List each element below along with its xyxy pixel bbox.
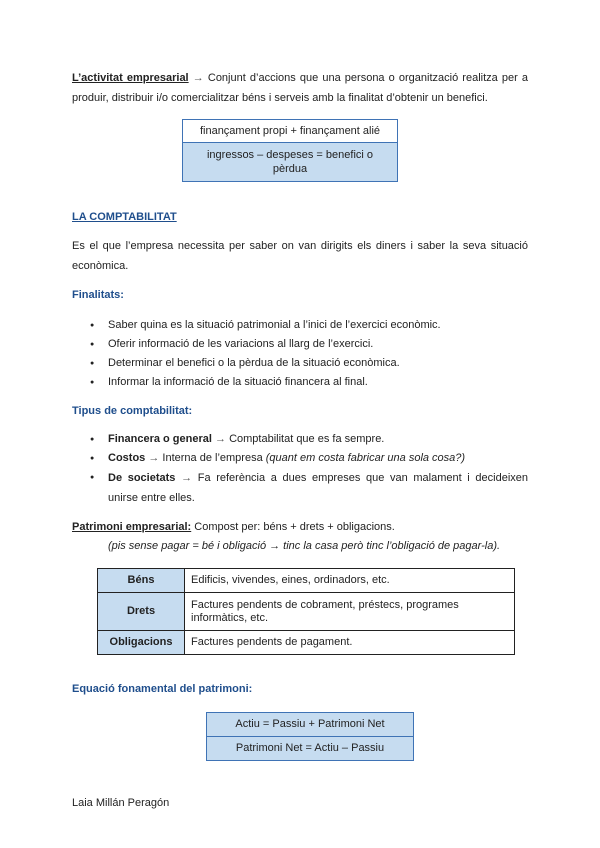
tipus-arrow: → bbox=[215, 433, 226, 445]
list-item: ● Informar la informació de la situació financera al final. bbox=[72, 373, 528, 392]
table-row bbox=[98, 569, 515, 593]
table-key: Obligacions bbox=[98, 631, 185, 655]
list-item: ● Determinar el benefici o la pèrdua de la situació econòmica. bbox=[72, 354, 528, 373]
finalitats-heading: Finalitats: bbox=[72, 289, 124, 301]
table-value: Edificis, vivendes, eines, ordinadors, etc. bbox=[185, 569, 515, 593]
activitat-term: L’activitat empresarial bbox=[72, 72, 189, 84]
comptabilitat-intro: Es el que l’empresa necessita per saber on van dirigits els diners i saber la seva situació econòmica. bbox=[72, 240, 528, 272]
table-key: Drets bbox=[98, 593, 185, 631]
equacio-row-patrimoni-net: Patrimoni Net = Actiu – Passiu bbox=[207, 736, 413, 760]
tipus-arrow: → bbox=[148, 452, 160, 464]
tipus-text: Comptabilitat que es fa sempre. bbox=[229, 433, 385, 445]
tipus-note: (quant em costa fabricar una sola cosa?) bbox=[265, 452, 466, 464]
list-item bbox=[72, 449, 528, 468]
tipus-name: Costos bbox=[108, 452, 146, 464]
table-key: Béns bbox=[98, 569, 185, 593]
tipus-name: De societats bbox=[108, 472, 176, 484]
activitat-definition bbox=[72, 68, 528, 108]
list-item bbox=[72, 468, 528, 508]
patrimoni-table bbox=[97, 568, 515, 655]
patrimoni-term: Patrimoni empresarial: bbox=[72, 521, 192, 533]
equacio-row-actiu: Actiu = Passiu + Patrimoni Net bbox=[207, 713, 413, 736]
patrimoni-definition bbox=[72, 518, 528, 536]
tipus-list bbox=[72, 430, 528, 508]
list-item: ● Saber quina es la situació patrimonial a l’inici de l’exercici econòmic. bbox=[72, 316, 528, 335]
activitat-arrow: → bbox=[192, 72, 204, 84]
tipus-heading: Tipus de comptabilitat: bbox=[72, 405, 193, 417]
equacio-box bbox=[206, 712, 414, 761]
activitat-text: Conjunt d’accions que una persona o organització realitza per a produir, distribuir i/o comercialitzar béns i serveis amb la finalitat d’obtenir un benefici. bbox=[72, 72, 529, 104]
patrimoni-note-text: (pis sense pagar = bé i obligació → tinc la casa però tinc l’obligació de pagar-la). bbox=[108, 540, 501, 552]
table-row bbox=[98, 631, 515, 655]
tipus-arrow: → bbox=[181, 472, 193, 484]
patrimoni-note bbox=[108, 538, 528, 554]
list-item bbox=[72, 430, 528, 449]
financing-box bbox=[182, 119, 398, 182]
financing-box-bottom: ingressos – despeses = benefici o pèrdua bbox=[183, 143, 397, 181]
table-row bbox=[98, 593, 515, 631]
tipus-text: Interna de l’empresa bbox=[162, 452, 263, 464]
patrimoni-text: Compost per: béns + drets + obligacions. bbox=[194, 521, 395, 533]
footer-author: Laia Millán Peragón bbox=[72, 797, 170, 809]
finalitats-list bbox=[72, 316, 528, 392]
financing-box-top: finançament propi + finançament alié bbox=[183, 120, 397, 143]
comptabilitat-heading: LA COMPTABILITAT bbox=[72, 211, 177, 223]
tipus-name: Financera o general bbox=[108, 433, 212, 445]
list-item: ● Oferir informació de les variacions al llarg de l’exercici. bbox=[72, 335, 528, 354]
equacio-heading: Equació fonamental del patrimoni: bbox=[72, 683, 253, 695]
tipus-text: Fa referència a dues empreses que van malament i decideixen unirse entre elles. bbox=[108, 472, 528, 504]
table-value: Factures pendents de cobrament, préstecs, programes informàtics, etc. bbox=[185, 593, 515, 631]
table-value: Factures pendents de pagament. bbox=[185, 631, 515, 655]
